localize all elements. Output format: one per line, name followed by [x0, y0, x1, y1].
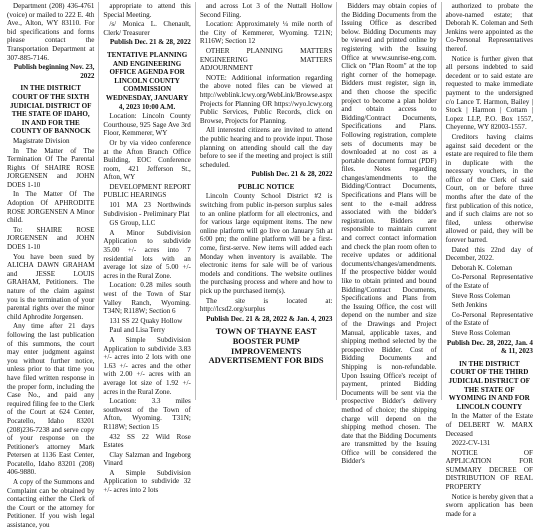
notice-paragraph: Bidders may obtain copies of the Bidding Documents from the Issuing Office as described below. Bidding Documents may be viewed and printed online by registering with the Issuing Office at www.sunrise-eng.com. Click on "Plan Room" at the top right corner of the homepage. Bidders must register, sign in, and then choose the specific project to become a plan holder and obtain access to Bidding/Contract Documents, Specifications and Plans. Following registration, complete sets of documents may be downloaded at no cost as a portable document format (PDF) files. Notes regarding changes/amendments to the Bidding/Contract Documents, Specifications and Plans will be sent to the e-mail address associated with the bidder's registration. Bidders are responsible to maintain current and correct contact information and check the plan room often to receive updates or additional documents/changes/amendments. If the prospective bidder would like to obtain printed and bound Bidding/Contract Documents, Specifications and Plans from the Issuing Office, the cost will depend on the number and size of the Drawings and Project Manual, applicable taxes, and shipping method selected by the prospective Bidder. Cost of Bidding Documents and Shipping is non-refundable. Upon Issuing Office's receipt of payment, printed Bidding Documents will be sent via the prospective Bidder's delivery method of choice; the shipping charge will depend on the shipping method chosen. The date that the Bidding Documents are transmitted by the Issuing Office will be considered the Bidder's — [341, 2, 437, 466]
notice-paragraph: A copy of the Summons and Complaint can be obtained by contacting either the Clerk of the Court or the attorney for Petitioner. If you wish legal assistance, you — [7, 478, 95, 530]
notice-paragraph: All interested citizens are invited to attend the public hearing and to provide input. Those planning on attending should call the day before to see if the meeting and project is still scheduled. — [199, 126, 333, 169]
notice-paragraph: Magistrate Division — [13, 136, 70, 145]
notice-paragraph: Location: 3.3 miles southwest of the Town of Afton, Wyoming. T31N; R118W; Section 15 — [103, 397, 191, 431]
notice-paragraph: Any time after 21 days following the last publication of this summons, the court may enter judgment against you without further notice, unless prior to that time you have filed written response in the proper form, including the Case No., and paid any required filing fee to the Clerk of the Court at 624 Center, Pocatello, Idaho 83201 (208)236-7238 and serve copy of your response on the Petitioner's attorney Mark Petersen at 1136 East Center, Pocatello, Idaho 83201 (208) 406-9880. — [7, 322, 95, 477]
notice-paragraph: A Simple Subdivision Application to subdivide 3.83 +/- acres into 2 lots with one 1.63 +/- acres and the other with 2.00 +/- acres with an average lot size of 1.92 +/- acres in the Rural Zone. — [103, 335, 191, 396]
notice-paragraph: NOTICE OF APPLICATION FOR SUMMARY DECREE OF DISTRIBUTION OF REAL PROPERTY — [445, 448, 533, 492]
notice-paragraph: /s/ Monica L. Chenault, Clerk/ Treasurer — [103, 20, 191, 37]
notice-paragraph: You have been sued by ALICHA DAWN GRAHAM and JESSE LOUIS GRAHAM, Petitioners. The nature of the claim against you is the termination of your parental rights over the minor child Aphrodite Jorgensen. — [7, 252, 95, 321]
notice-heading: IN THE DISTRICT COURT OF THE SIXTH JUDICIAL DISTRICT OF THE STATE OF IDAHO, IN AND FOR THE COUNTY OF BANNOCK — [9, 84, 92, 136]
publish-date-line: Publish beginning Nov. 23, 2022 — [13, 63, 95, 80]
notice-paragraph: Lincoln County School District #2 is switching from public in-person surplus sales to an online platform for all electronics, and for various large equipment items. The new online platform will go live on January 5th at 6:00 pm; the online platform will be a first-come, first-serve. New items will added each Monday when inventory is available. The electronic items for sale will be of various models and conditions. The website outlines the purchasing process and where and how to pick up the purchased item(s). — [199, 192, 333, 295]
notice-paragraph: GS Group, LLC — [109, 219, 156, 228]
notice-paragraph: A Simple Subdivision Application to subdivide 32 +/- acres into 2 lots — [103, 468, 191, 495]
notice-paragraph: Steve Ross Coleman — [451, 328, 511, 337]
notice-heading: TOWN OF THAYNE EAST BOOSTER PUMP IMPROVEMENTS ADVERTISEMENT FOR BIDS — [208, 327, 324, 366]
notice-paragraph: Paul and Lisa Terry — [109, 326, 165, 335]
notice-paragraph: Co-Personal Representative of the Estate of — [445, 310, 533, 328]
publish-date-line: Publish Dec. 28, 2022, Jan. 4 & 11, 2023 — [446, 338, 533, 356]
notice-paragraph: Notice is further given that all persons indebted to said decedent or to said estate are requested to make immediate payment to the undersigned c/o Lance T. Harmon, Bailey | Stock | Harmon | Cottam | Lopez LLP, P.O. Box 1557, Cheyenne, WY 82003-1557. — [445, 54, 533, 132]
notice-paragraph: In The Matter of The Termination Of The Parental Rights Of SHAIRE ROSE JORGENSEN and JOHN DOES 1-10 — [7, 146, 95, 189]
publish-date-line: Publish Dec. 21 & 28, 2022 & Jan. 4, 2023 — [206, 314, 333, 323]
notice-paragraph: In the Matter of the Estate of DELBERT W. MARX Deceased — [445, 412, 533, 438]
notice-paragraph: Dated this 22nd day of December, 2022. — [445, 245, 533, 263]
notice-paragraph: authorized to probate the above-named estate; that Deborah K. Coleman and Seth Jenkins were appointed as the Co-Personal Representatives thereof. — [445, 2, 533, 53]
notice-heading: PUBLIC NOTICE — [237, 182, 295, 191]
notice-paragraph: Creditors having claims against said decedent or the estate are required to file them in duplicate with the necessary vouchers, in the office of the Clerk of said Court, on or before three months after the date of the first publication of this notice, and if such claims are not so filed, unless otherwise allowed or paid, they will be forever barred. — [445, 132, 533, 245]
notice-paragraph: NOTE: Additional information regarding the above noted files can be viewed at http://weblink.lcwy.org/WebLink/Browse.aspx Projects for Planning OR https://wyo.lcwy.org Public Services, Public Records, click on Browse, Projects for Planning. — [199, 73, 333, 125]
notice-paragraph: Location: 0.28 miles south west of the Town of Star Valley Ranch, Wyoming. T34N; R118W; Section 6 — [103, 281, 191, 316]
notice-paragraph: The site is located at: http://lcsd2.org/surplus — [199, 296, 333, 314]
publish-date-line: Publish Dec. 21 & 28, 2022 — [109, 38, 191, 47]
notice-paragraph: Notice is hereby given that a sworn application has been made for a — [445, 492, 533, 518]
notice-paragraph: Or by via video conference at the Afton Branch Office Building, EOC Conference room, 421 Jefferson St., Afton, WY — [103, 138, 191, 182]
notice-paragraph: To: SHAIRE ROSE JORGENSEN and JOHN DOES 1-10 — [7, 225, 95, 252]
notice-paragraph: appropriate to attend this Special Meeting. — [103, 2, 191, 19]
notice-paragraph: Location: Lincoln County Courthouse, 925 Sage Ave 3rd Floor, Kemmerer, WY — [103, 112, 191, 138]
notice-paragraph: Deborah K. Coleman — [451, 263, 513, 272]
notice-paragraph: Clay Salzman and Ingeborg Vinard — [103, 450, 191, 468]
notice-paragraph: 131 SS 22 Quaky Hollow — [109, 316, 183, 325]
notice-paragraph: Department (208) 436-4761 (voice) or mailed to 222 E. 4th Ave., Alton, WY 83110. For bid specifications and forms please contact the Transportation Department at 307-885-7146. — [7, 2, 95, 62]
notice-paragraph: 101 MA 23 Northwinds Subdivision - Preliminary Plat — [103, 201, 191, 218]
notice-paragraph: 432 SS 22 Wild Rose Estates — [103, 432, 191, 450]
column-5 — [442, 2, 537, 518]
notice-paragraph: In The Matter Of The Adoption Of APHRODITE ROSE JORGENSEN A Minor child. — [7, 190, 95, 225]
notice-heading: IN THE DISTRICT COURT OF THE THIRD JUDICIAL DISTRICT OF THE STATE OF WYOMING IN AND FOR LINCOLN COUNTY — [448, 359, 531, 411]
notice-paragraph: DEVELOPMENT REPORT PUBLIC HEARINGS — [103, 182, 191, 200]
notice-paragraph: Steve Ross Coleman — [451, 291, 511, 300]
publish-date-line: Publish Dec. 21 & 28, 2022 — [251, 170, 333, 179]
column-4 — [337, 2, 441, 466]
notice-paragraph: and across Lot 3 of the Nuttall Hollow Second Filing. — [199, 2, 333, 19]
column-3 — [196, 2, 338, 400]
notice-paragraph: A Minor Subdivision Application to subdivide 35.00 +/- acres into 7 residential lots with an average lot size of 5.00 +/- acres in the Rural Zone. — [103, 228, 191, 280]
column-2 — [99, 2, 195, 495]
notice-paragraph: Co-Personal Representative of the Estate of — [445, 273, 533, 290]
notice-paragraph: 2022-CV-131 — [451, 439, 491, 448]
column-1 — [3, 2, 99, 530]
notice-heading: TENTATIVE PLANNING AND ENGINEERING OFFICE AGENDA FOR LINCOLN COUNTY COMMISSION WEDNESDAY, JANUARY 4, 2023 10:00 A.M. — [105, 50, 189, 111]
notice-paragraph: Seth Jenkins — [451, 301, 488, 310]
notice-paragraph: Location: Approximately ¼ mile north of the City of Kemmerer, Wyoming. T21N; R116W; Section 12 — [199, 20, 333, 46]
notice-paragraph: OTHER PLANNING MATTERS ENGINEERING MATTERS ADJOURNMENT — [199, 46, 333, 73]
